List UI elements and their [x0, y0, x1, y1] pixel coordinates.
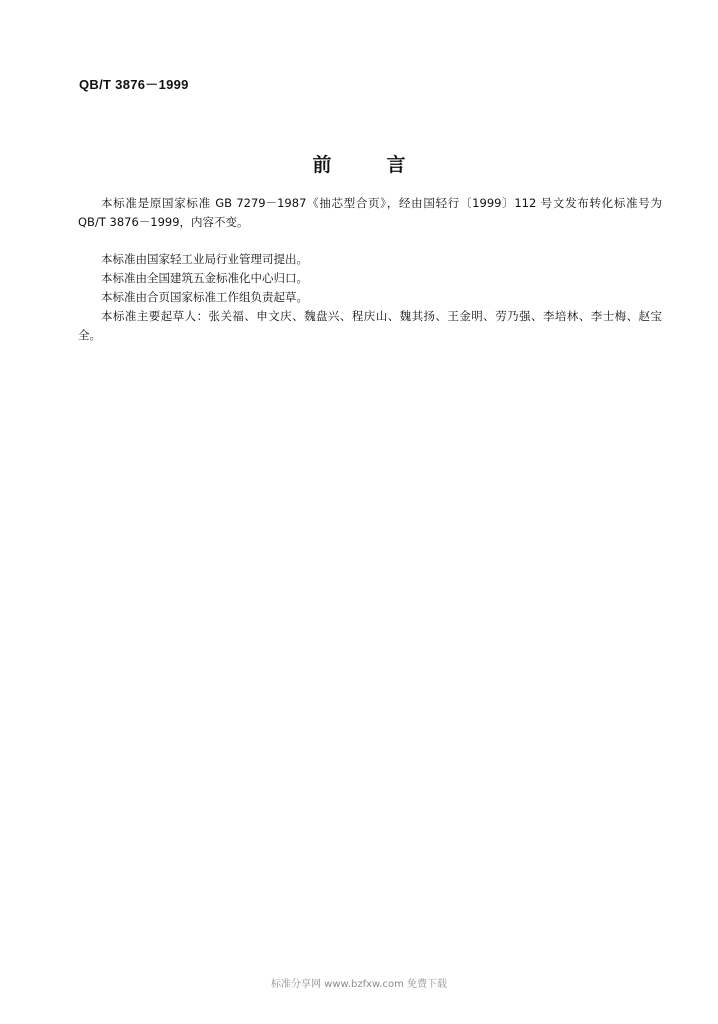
standard-code: QB/T 3876－1999 [79, 77, 189, 92]
paragraph-conversion: 本标准是原国家标准 GB 7279－1987《抽芯型合页》，经由国轻行〔1999〕112 号文发布转化标准号为 QB/T 3876－1999，内容不变。 [78, 196, 662, 229]
paragraph-drafted-by: 本标准由合页国家标准工作组负责起草。 [101, 290, 308, 304]
paragraph-centralized-by: 本标准由全国建筑五金标准化中心归口。 [101, 271, 308, 285]
footer-watermark: 标准分享网 www.bzfxw.com 免费下载 [271, 979, 447, 990]
foreword-body [78, 194, 662, 345]
paragraph-proposed-by: 本标准由国家轻工业局行业管理司提出。 [101, 252, 308, 266]
paragraph-main-drafters: 本标准主要起草人：张关福、申文庆、魏盘兴、程庆山、魏其扬、王金明、劳乃强、李培林、李士梅、赵宝全。 [78, 309, 662, 342]
page-title: 前 言 [312, 154, 424, 176]
